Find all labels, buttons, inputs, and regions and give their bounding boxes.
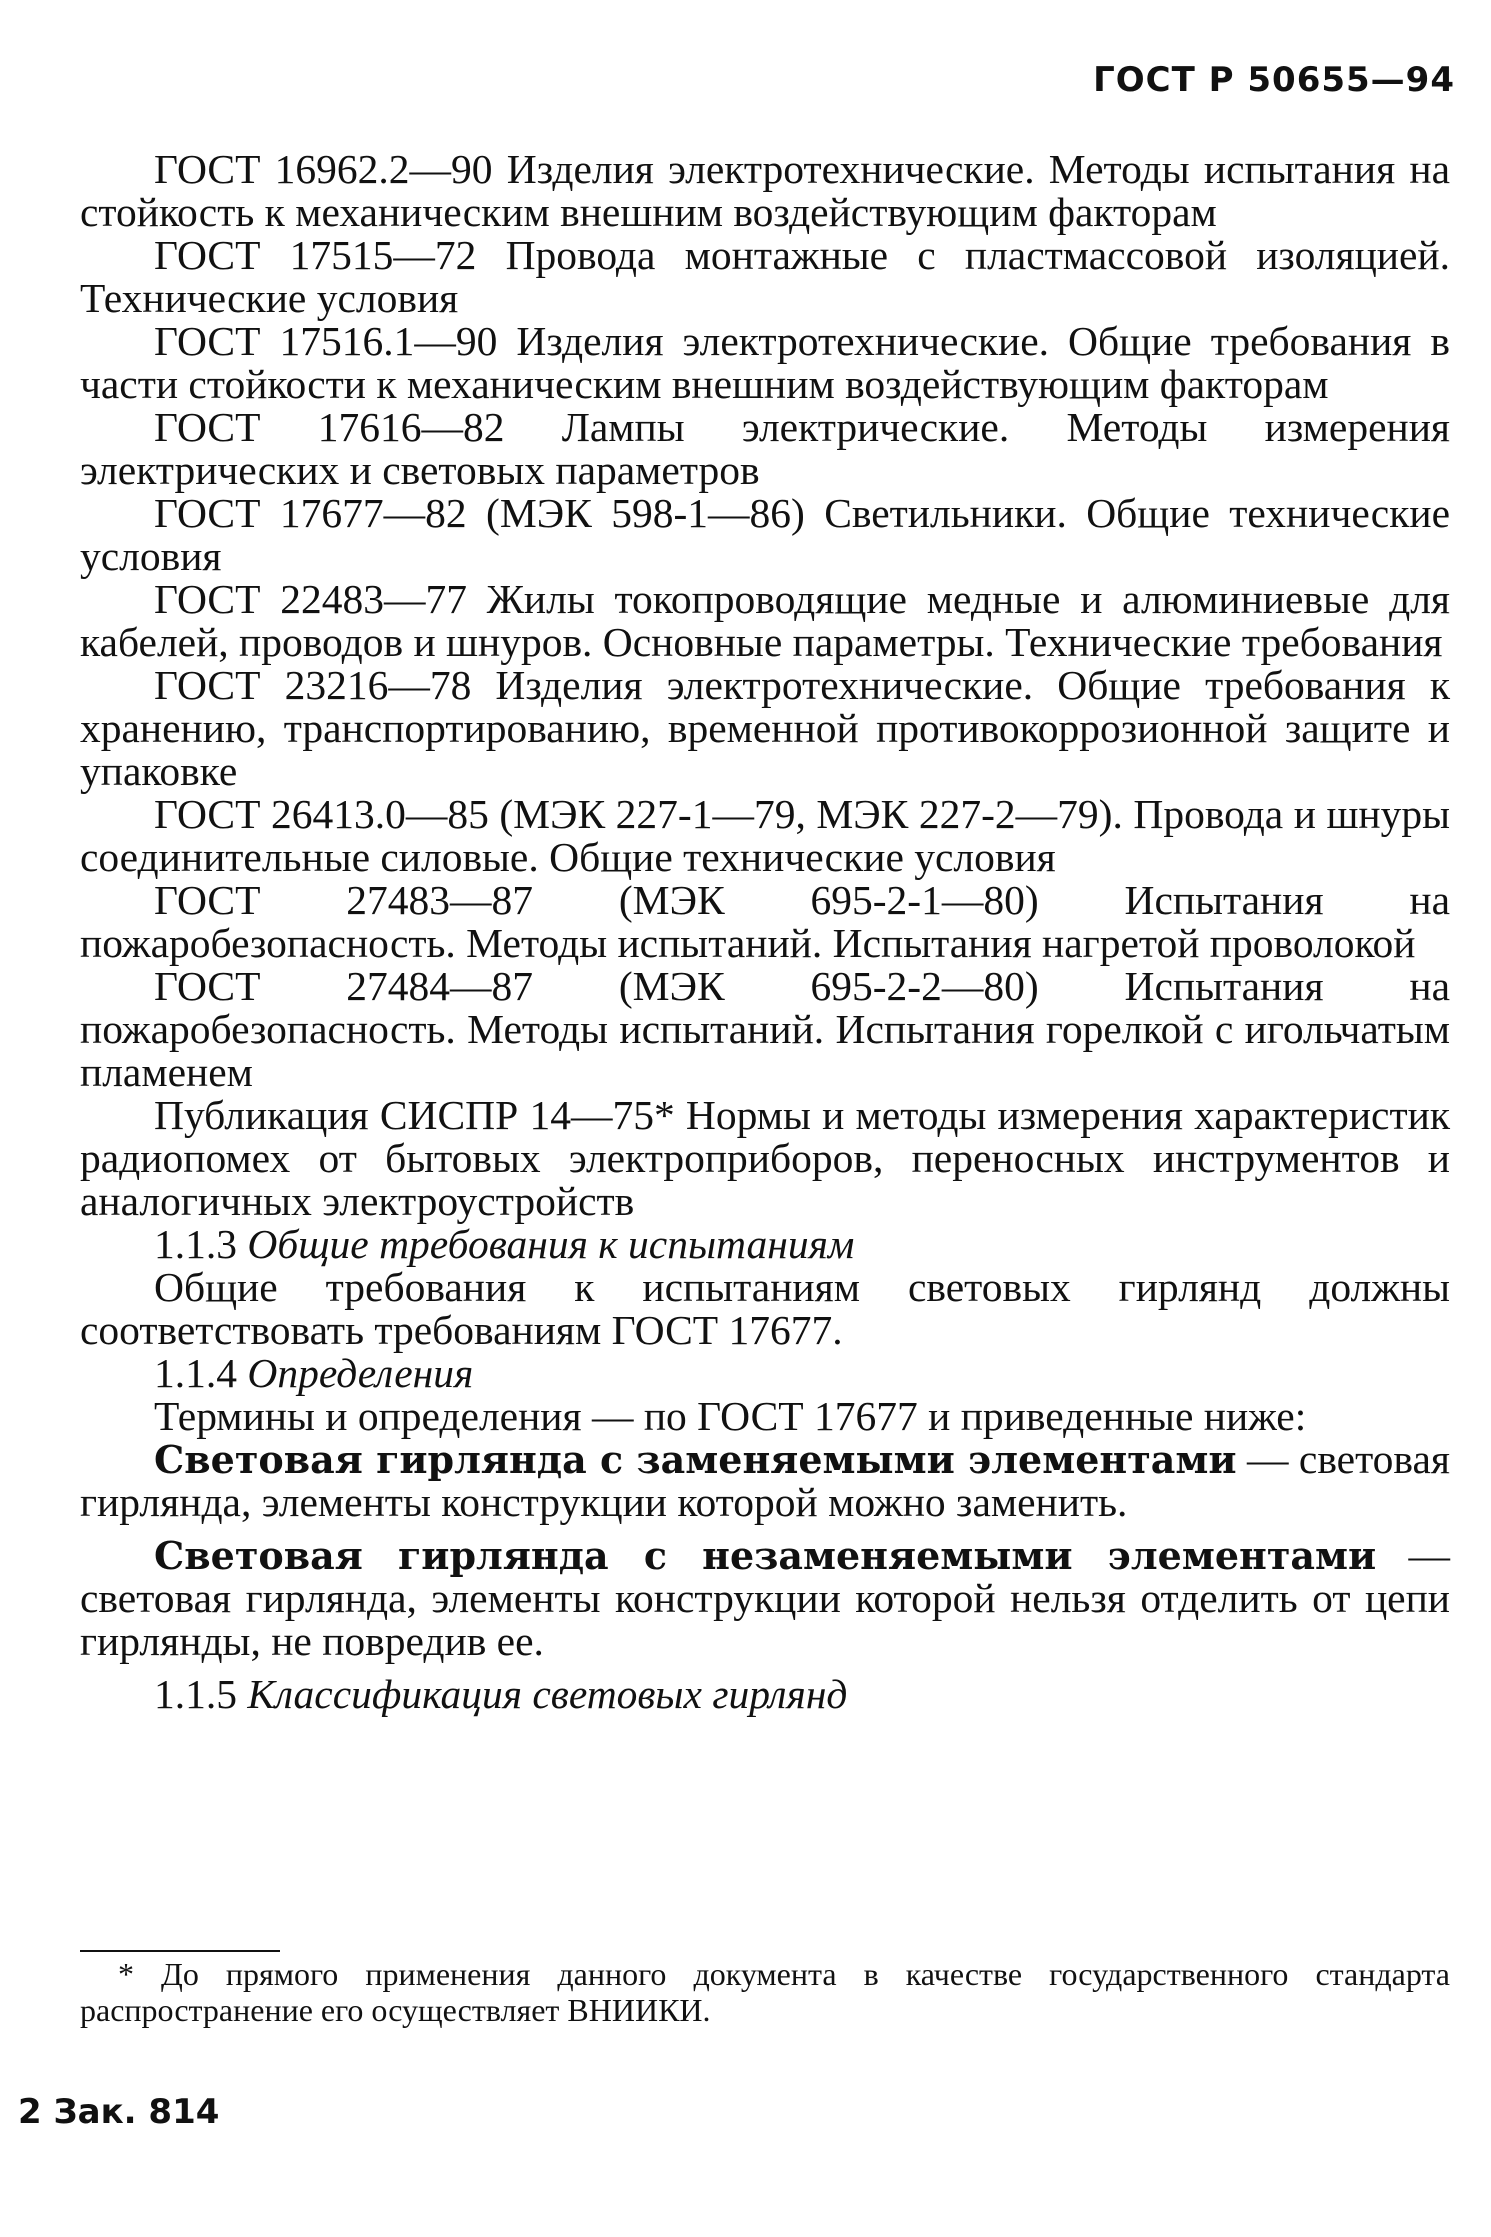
reference-item: ГОСТ 27484—87 (МЭК 695-2-2—80) Испытания на пожаробезопасность. Методы испытаний. Испытания горелкой с игольчатым пламенем — [80, 963, 1450, 1095]
reference-item: ГОСТ 17515—72 Провода монтажные с пластмассовой изоляцией. Технические условия — [80, 232, 1450, 321]
section-number: 1.1.3 — [154, 1221, 237, 1267]
reference-item: ГОСТ 26413.0—85 (МЭК 227-1—79, МЭК 227-2—79). Провода и шнуры соединительные силовые. Общие технические условия — [80, 791, 1450, 880]
section-number: 1.1.5 — [154, 1671, 237, 1717]
reference-item: ГОСТ 17516.1—90 Изделия электротехнические. Общие требования в части стойкости к механическим внешним воздействующим факторам — [80, 318, 1450, 407]
section-paragraph: Общие требования к испытаниям световых гирлянд должны соответствовать требованиям ГОСТ 17677. — [80, 1264, 1450, 1353]
footnote-divider — [80, 1950, 280, 1952]
reference-item: Публикация СИСПР 14—75* Нормы и методы измерения характеристик радиопомех от бытовых электроприборов, переносных инструментов и аналогичных электроустройств — [80, 1092, 1450, 1224]
reference-item: ГОСТ 27483—87 (МЭК 695-2-1—80) Испытания на пожаробезопасность. Методы испытаний. Испытания нагретой проволокой — [80, 877, 1450, 966]
definition-text: — световая гирлянда, элементы конструкции которой нельзя отделить от цепи гирлянды, не повредив ее. — [80, 1532, 1451, 1664]
reference-item: ГОСТ 22483—77 Жилы токопроводящие медные и алюминиевые для кабелей, проводов и шнуров. Основные параметры. Технические требования — [80, 576, 1450, 665]
definition-text: — световая гирлянда, элементы конструкции которой можно заменить. — [80, 1436, 1450, 1525]
section-paragraph: Термины и определения — по ГОСТ 17677 и приведенные ниже: — [154, 1393, 1307, 1439]
section-heading-1-1-3 — [80, 1223, 1450, 1266]
section-title: Общие требования к испытаниям — [247, 1221, 855, 1267]
section-number: 1.1.4 — [154, 1350, 237, 1396]
section-title: Классификация световых гирлянд — [247, 1671, 848, 1717]
definition-term: Световая гирлянда с незаменяемыми элементами — [154, 1533, 1377, 1578]
reference-item: ГОСТ 23216—78 Изделия электротехнические. Общие требования к хранению, транспортированию, временной противокоррозионной защите и упаковке — [80, 662, 1450, 794]
definition-paragraph — [80, 1438, 1450, 1524]
reference-item: ГОСТ 16962.2—90 Изделия электротехнические. Методы испытания на стойкость к механическим внешним воздействующим факторам — [80, 146, 1450, 235]
running-header: ГОСТ Р 50655—94 — [1093, 60, 1455, 100]
section-heading-1-1-4 — [80, 1352, 1450, 1395]
footnote-text: * До прямого применения данного документа в качестве государственного стандарта распространение его осуществляет ВНИИКИ. — [80, 1956, 1450, 2028]
document-body — [80, 148, 1450, 1716]
section-title: Определения — [247, 1350, 474, 1396]
definition-paragraph — [80, 1534, 1450, 1663]
section-heading-1-1-5 — [80, 1673, 1450, 1716]
definition-term: Световая гирлянда с заменяемыми элементами — [154, 1437, 1237, 1482]
footnote — [80, 1956, 1450, 2028]
reference-item: ГОСТ 17677—82 (МЭК 598-1—86) Светильники. Общие технические условия — [80, 490, 1450, 579]
page-footer: 2 Зак. 814 — [18, 2092, 220, 2132]
reference-item: ГОСТ 17616—82 Лампы электрические. Методы измерения электрических и световых параметров — [80, 404, 1450, 493]
